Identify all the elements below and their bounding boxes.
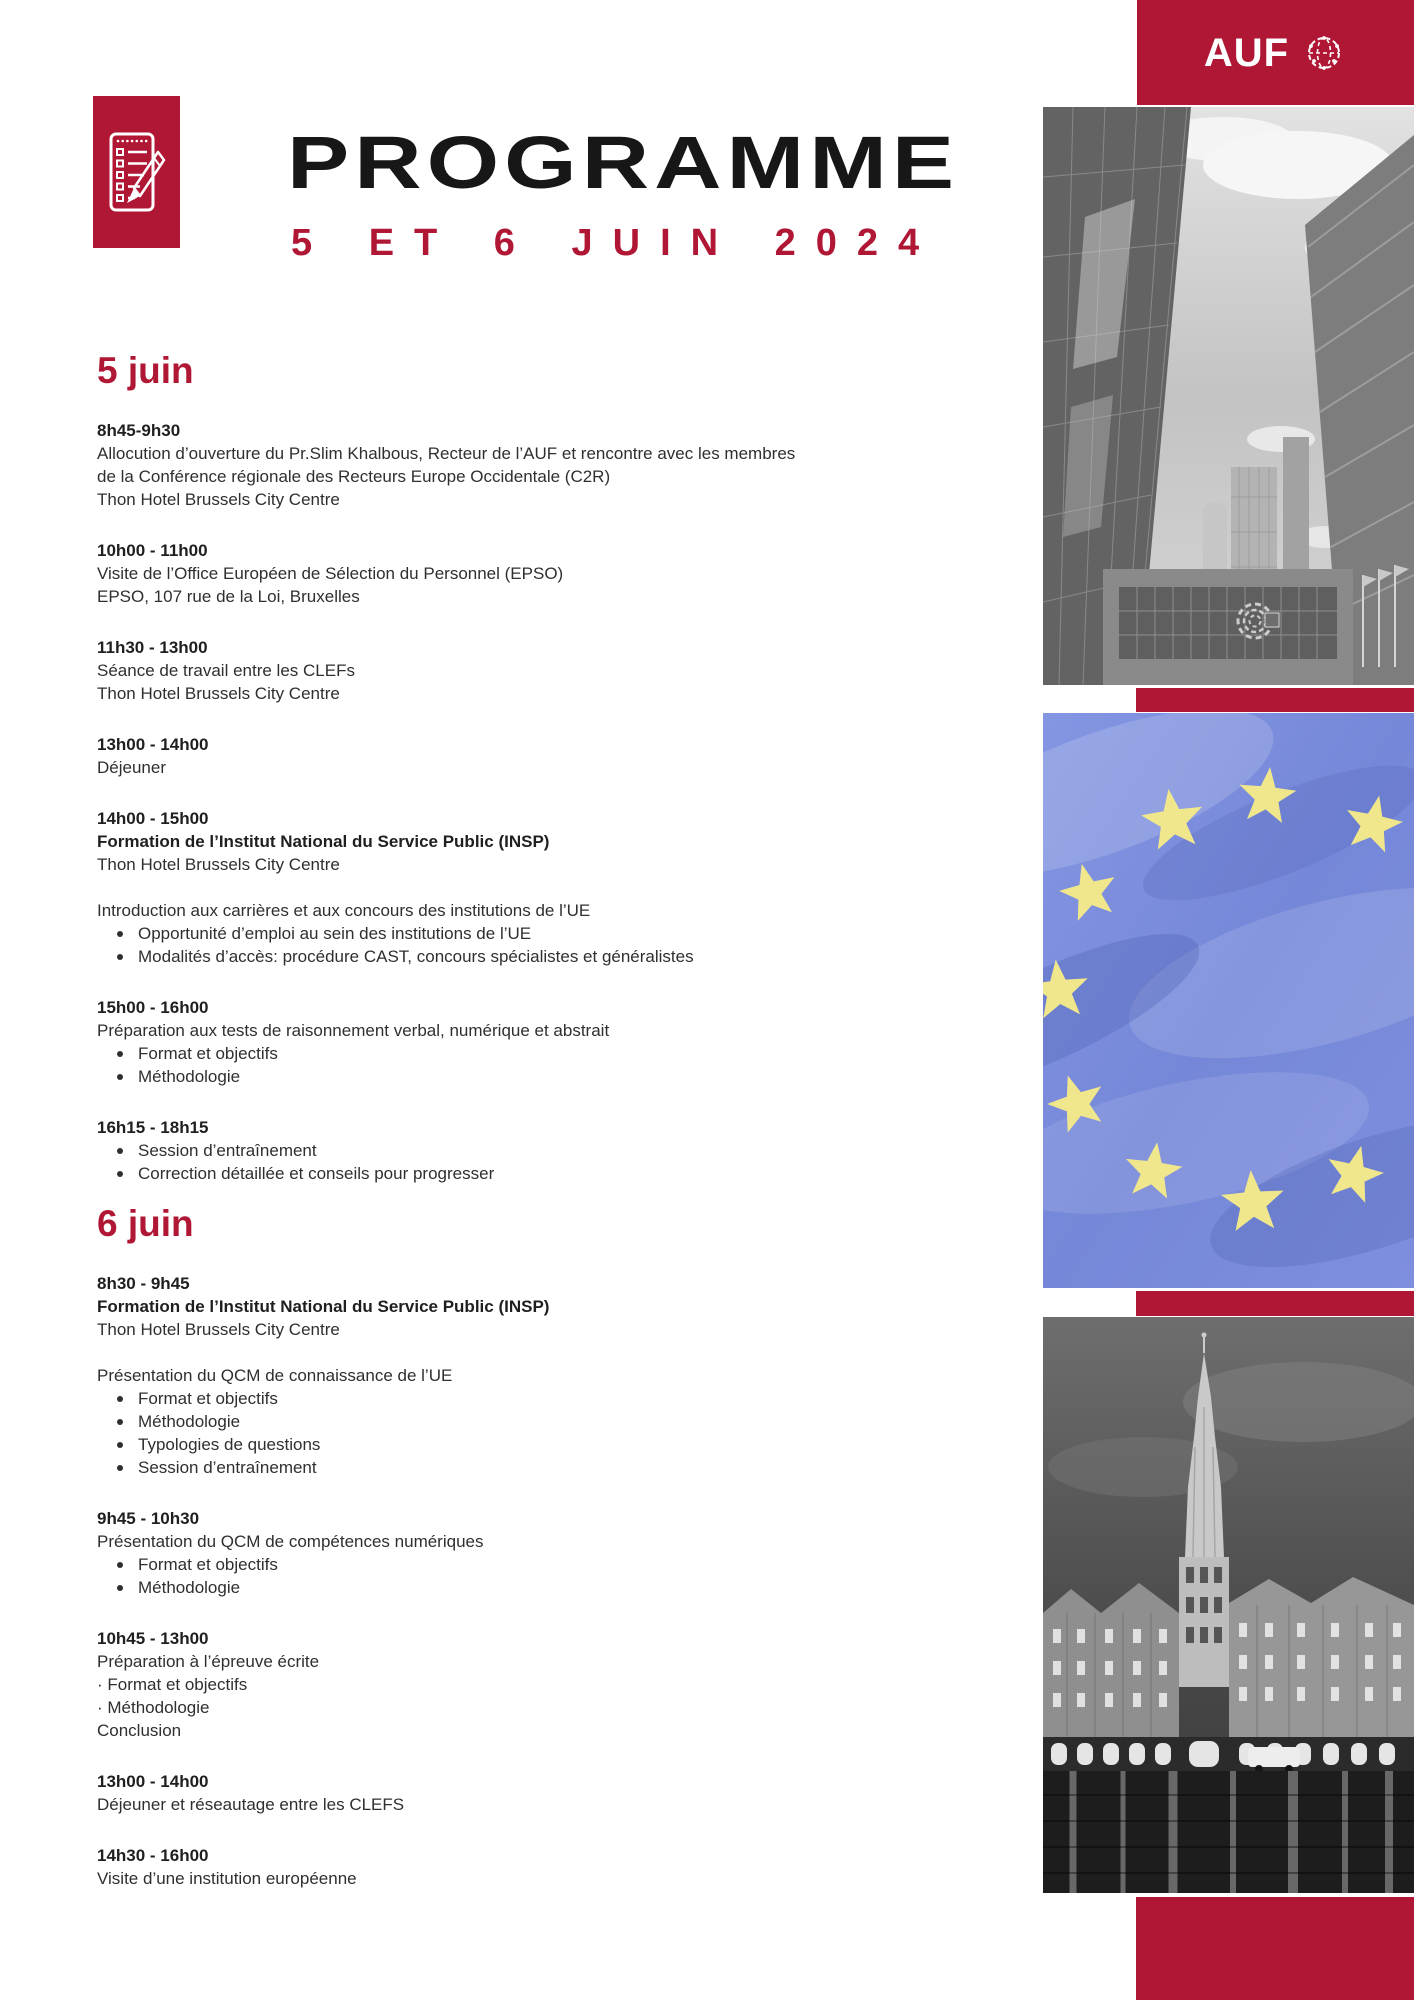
entry-line: Préparation aux tests de raisonnement verbal, numérique et abstrait [97,1020,610,1040]
bullet-dot-icon [117,931,123,937]
entry-line: Thon Hotel Brussels City Centre [97,1319,340,1339]
bullet-item [97,1410,937,1433]
entry-spacer [97,876,937,899]
entry-time: 13h00 - 14h00 [97,734,209,754]
day-section-6-juin [97,1203,937,1918]
checklist-badge [93,96,180,248]
schedule-entry [97,539,937,608]
eu-parliament-buildings-photo [1043,107,1414,685]
schedule-entry [97,996,937,1088]
entry-line: de la Conférence régionale des Recteurs Europe Occidentale (C2R) [97,466,611,486]
checklist-pencil-icon [108,124,166,220]
entry-line: Séance de travail entre les CLEFs [97,660,355,680]
brussels-grand-place-night-photo [1043,1317,1414,1893]
schedule-entry [97,1272,937,1479]
entry-line: · Format et objectifs [97,1674,248,1694]
bullet-text: Modalités d’accès: procédure CAST, concours spécialistes et généralistes [138,946,694,966]
entry-time: 13h00 - 14h00 [97,1771,209,1791]
bullet-item [97,945,937,968]
bullet-item [97,1162,937,1185]
bullet-item [97,1042,937,1065]
entry-line: Formation de l’Institut National du Service Public (INSP) [97,831,550,851]
bullet-text: Format et objectifs [138,1554,278,1574]
bullet-text: Correction détaillée et conseils pour progresser [138,1163,495,1183]
entry-line: Présentation du QCM de connaissance de l’UE [97,1365,453,1385]
european-union-flag-photo [1043,713,1414,1288]
entry-line: Visite de l’Office Européen de Sélection du Personnel (EPSO) [97,563,564,583]
entry-line: Préparation à l’épreuve écrite [97,1651,320,1671]
auf-logo-banner [1137,0,1414,105]
bullet-text: Méthodologie [138,1577,241,1597]
bullet-dot-icon [117,1442,123,1448]
entry-time: 15h00 - 16h00 [97,997,209,1017]
entry-spacer [97,1341,937,1364]
bullet-item [97,1576,937,1599]
day-section-5-juin [97,350,937,1213]
entry-line: Allocution d’ouverture du Pr.Slim Khalbous, Recteur de l’AUF et rencontre avec les membres [97,443,796,463]
bullet-item [97,1387,937,1410]
bullet-item [97,1433,937,1456]
bullet-text: Opportunité d’emploi au sein des institutions de l’UE [138,923,532,943]
bullet-text: Session d’entraînement [138,1140,317,1160]
entry-line: · Méthodologie [97,1697,210,1717]
bullet-text: Méthodologie [138,1066,241,1086]
bullet-text: Méthodologie [138,1411,241,1431]
auf-logo-text: AUF [1203,30,1290,75]
bullet-item [97,922,937,945]
schedule-entry [97,1116,937,1185]
schedule-entry [97,419,937,511]
schedule-entry [97,733,937,779]
entry-line: EPSO, 107 rue de la Loi, Bruxelles [97,586,360,606]
bullet-dot-icon [117,1396,123,1402]
bullet-dot-icon [117,954,123,960]
entry-time: 9h45 - 10h30 [97,1508,200,1528]
entry-line: Conclusion [97,1720,182,1740]
entry-line: Formation de l’Institut National du Service Public (INSP) [97,1296,550,1316]
bullet-text: Format et objectifs [138,1043,278,1063]
bullet-item [97,1456,937,1479]
globe-network-icon [1301,30,1347,76]
accent-band-bottom [1136,1897,1414,2000]
entry-time: 10h45 - 13h00 [97,1628,209,1648]
bullet-item [97,1553,937,1576]
accent-band [1136,688,1414,712]
entry-line: Thon Hotel Brussels City Centre [97,854,340,874]
entry-line: Déjeuner [97,757,166,777]
schedule-entry [97,1844,937,1890]
bullet-dot-icon [117,1074,123,1080]
entry-line: Thon Hotel Brussels City Centre [97,683,340,703]
schedule-entry [97,1507,937,1599]
bullet-dot-icon [117,1148,123,1154]
accent-band [1136,1291,1414,1316]
entry-line: Présentation du QCM de compétences numériques [97,1531,484,1551]
bullet-item [97,1065,937,1088]
day-heading: 5 juin [97,350,194,391]
entry-time: 8h45-9h30 [97,420,181,440]
entry-time: 11h30 - 13h00 [97,637,208,657]
page-title: PROGRAMME [287,121,960,204]
bullet-text: Format et objectifs [138,1388,278,1408]
entry-line: Visite d’une institution européenne [97,1868,357,1888]
schedule-entry [97,1627,937,1742]
bullet-dot-icon [117,1171,123,1177]
bullet-dot-icon [117,1419,123,1425]
bullet-text: Session d’entraînement [138,1457,317,1477]
schedule-entry [97,1770,937,1816]
entry-line: Déjeuner et réseautage entre les CLEFS [97,1794,405,1814]
entry-time: 14h30 - 16h00 [97,1845,209,1865]
entry-line: Thon Hotel Brussels City Centre [97,489,340,509]
bullet-dot-icon [117,1051,123,1057]
day-entries [97,1272,937,1890]
entry-time: 8h30 - 9h45 [97,1273,190,1293]
bullet-item [97,1139,937,1162]
bullet-dot-icon [117,1465,123,1471]
entry-time: 10h00 - 11h00 [97,540,208,560]
page-subtitle: 5 ET 6 JUIN 2024 [291,222,940,264]
schedule-entry [97,807,937,968]
day-heading: 6 juin [97,1203,194,1244]
entry-line: Introduction aux carrières et aux concours des institutions de l’UE [97,900,591,920]
entry-time: 16h15 - 18h15 [97,1117,209,1137]
entry-time: 14h00 - 15h00 [97,808,209,828]
day-entries [97,419,937,1185]
bullet-dot-icon [117,1562,123,1568]
schedule-entry [97,636,937,705]
bullet-dot-icon [117,1585,123,1591]
bullet-text: Typologies de questions [138,1434,321,1454]
